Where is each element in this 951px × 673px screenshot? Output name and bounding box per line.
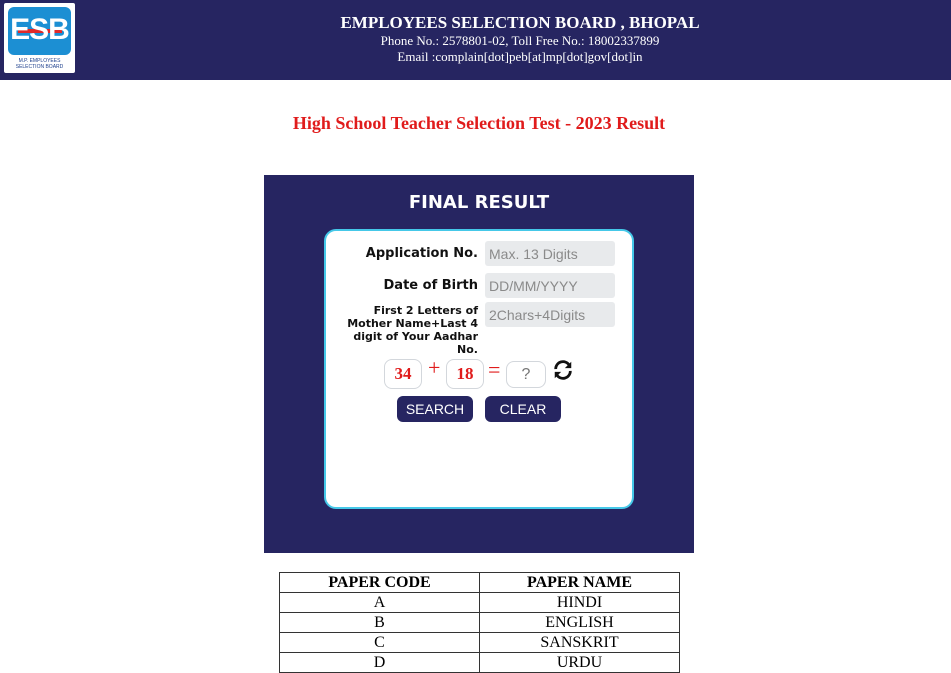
header-phone: Phone No.: 2578801-02, Toll Free No.: 18002337899 [380, 33, 660, 48]
paper-code: A [280, 593, 480, 613]
esb-logo [4, 3, 75, 73]
captcha-number-a: 34 [384, 359, 422, 389]
paper-code: C [280, 633, 480, 653]
paper-name: ENGLISH [480, 613, 680, 633]
application-input[interactable] [485, 241, 615, 266]
paper-table [279, 572, 680, 673]
table-row [280, 633, 680, 653]
clear-button[interactable]: CLEAR [485, 396, 561, 422]
application-label: Application No. [365, 246, 478, 261]
paper-name: SANSKRIT [480, 633, 680, 653]
logo-mark [8, 7, 71, 55]
panel-title: FINAL RESULT [408, 192, 550, 213]
logo-subtext: M.P. EMPLOYEES SELECTION BOARD [15, 58, 64, 70]
header-email: Email :complain[dot]peb[at]mp[dot]gov[dot]in [397, 49, 643, 64]
logo-text: ESB [10, 13, 69, 46]
table-row [280, 613, 680, 633]
paper-code: B [280, 613, 480, 633]
header-title: EMPLOYEES SELECTION BOARD , BHOPAL [340, 13, 700, 32]
mother-aadhar-input[interactable] [485, 302, 615, 327]
result-form [324, 229, 634, 509]
header-paper-code: PAPER CODE [280, 573, 480, 593]
dob-label: Date of Birth [383, 278, 478, 293]
captcha-number-b: 18 [446, 359, 484, 389]
paper-name: URDU [480, 653, 680, 673]
dob-input[interactable] [485, 273, 615, 298]
search-button[interactable]: SEARCH [397, 396, 473, 422]
page-title: High School Teacher Selection Test - 2023 Result [292, 113, 666, 133]
captcha-equals: = [488, 357, 501, 382]
captcha-plus: + [428, 355, 441, 380]
mother-aadhar-label: First 2 Letters of Mother Name+Last 4 digit of Your Aadhar No. [347, 304, 478, 356]
table-header-row [280, 573, 680, 593]
paper-code: D [280, 653, 480, 673]
header-paper-name: PAPER NAME [480, 573, 680, 593]
refresh-icon[interactable] [552, 359, 574, 381]
captcha-answer-input[interactable] [506, 361, 546, 388]
final-result-panel [264, 175, 694, 553]
table-row [280, 593, 680, 613]
paper-name: HINDI [480, 593, 680, 613]
site-header [0, 0, 951, 80]
